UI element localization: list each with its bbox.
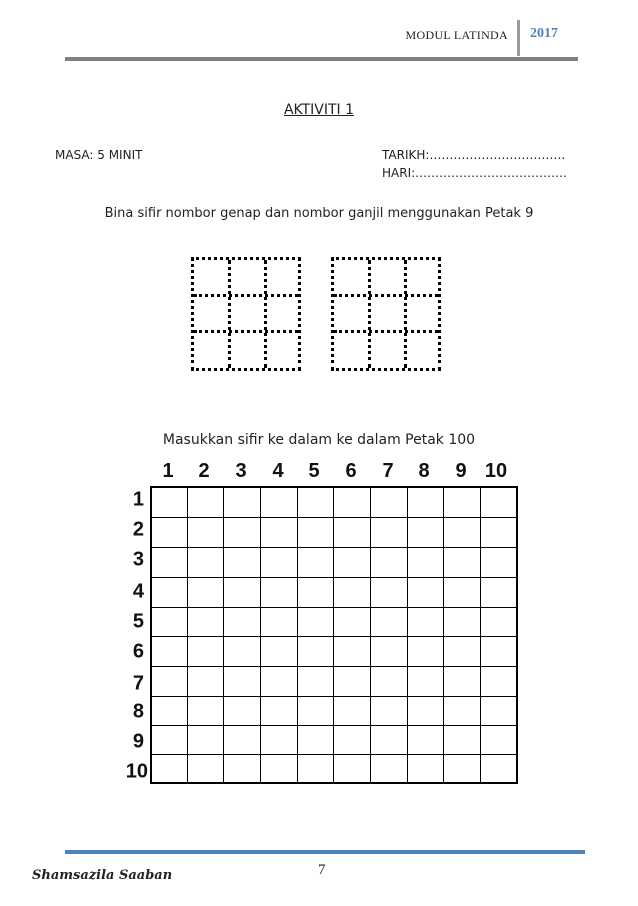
petak9-grid-right	[331, 257, 441, 371]
petak9-grid-left	[191, 257, 301, 371]
row-label: 10	[125, 760, 148, 783]
day-field: HARI:………………………………..	[382, 166, 567, 180]
column-label: 5	[308, 460, 320, 482]
column-label: 2	[198, 460, 210, 482]
row-label: 3	[132, 548, 144, 571]
header-title: MODUL LATINDA	[405, 28, 508, 42]
time-label: MASA: 5 MINIT	[55, 148, 143, 162]
header-rule	[65, 57, 578, 61]
page-number: 7	[318, 862, 326, 878]
footer-rule	[65, 850, 585, 854]
column-label: 9	[455, 460, 467, 482]
hundred-grid-instruction: Masukkan sifir ke dalam ke dalam Petak 100	[162, 432, 476, 448]
row-label: 7	[132, 672, 144, 695]
row-label: 6	[132, 640, 144, 663]
activity-title: AKTIVITI 1	[283, 102, 355, 118]
row-label: 1	[132, 488, 144, 511]
row-label: 5	[132, 610, 144, 633]
row-label: 4	[132, 580, 144, 603]
column-label: 3	[235, 460, 247, 482]
petak100-grid	[150, 486, 518, 784]
column-label: 1	[162, 460, 174, 482]
column-label: 10	[484, 460, 508, 482]
header-divider	[517, 20, 520, 56]
column-label: 6	[345, 460, 357, 482]
row-label: 9	[132, 730, 144, 753]
column-label: 4	[272, 460, 284, 482]
header-year: 2017	[530, 26, 558, 41]
instruction-text: Bina sifir nombor genap dan nombor ganjil menggunakan Petak 9	[104, 206, 534, 221]
row-label: 2	[132, 518, 144, 541]
footer-author: Shamsazila Saaban	[32, 868, 173, 883]
date-field: TARIKH:…………………………….	[382, 148, 566, 162]
column-label: 8	[418, 460, 430, 482]
row-label: 8	[132, 700, 144, 723]
column-label: 7	[382, 460, 394, 482]
